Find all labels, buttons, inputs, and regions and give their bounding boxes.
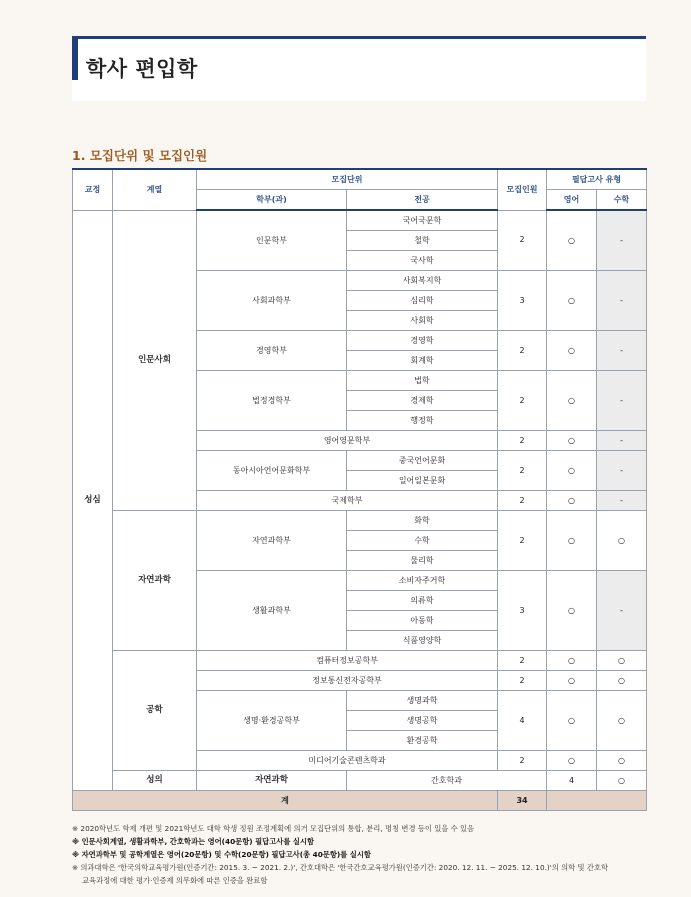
school-cell: 간호학과: [347, 771, 547, 791]
page-title-box: [72, 36, 646, 101]
math-mark: ○: [597, 651, 647, 671]
quota-cell: 2: [498, 371, 547, 431]
header-quota: 모집인원: [498, 169, 547, 210]
header-unit: 모집단위: [197, 169, 498, 190]
major-cell: 회계학: [347, 351, 498, 371]
school-cell: 법정경학부: [197, 371, 347, 431]
total-value: 34: [498, 791, 547, 811]
english-mark: ○: [547, 371, 597, 431]
campus-cell: 성의: [113, 771, 197, 791]
english-mark: ○: [547, 331, 597, 371]
major-cell: 소비자주거학: [347, 571, 498, 591]
school-cell: 정보통신전자공학부: [197, 671, 498, 691]
total-label: 계: [73, 791, 498, 811]
quota-cell: 2: [498, 671, 547, 691]
math-mark: ○: [597, 511, 647, 571]
quota-cell: 2: [498, 331, 547, 371]
major-cell: 경영학: [347, 331, 498, 351]
quota-cell: 2: [498, 431, 547, 451]
note-1: ※ 2020학년도 학제 개편 및 2021학년도 대학 학생 정원 조정계획에 의거 모집단위의 통합, 분리, 명칭 변경 등이 있을 수 있음: [72, 824, 475, 833]
table-row: [73, 511, 647, 531]
major-cell: 물리학: [347, 551, 498, 571]
math-mark: -: [597, 491, 647, 511]
english-mark: ○: [547, 491, 597, 511]
school-cell: 인문학부: [197, 210, 347, 271]
english-mark: ○: [547, 451, 597, 491]
header-major: 전공: [347, 190, 498, 211]
note-4-cont: 교육과정에 대한 평가·인증제 의무화에 따른 인증을 완료함: [82, 876, 268, 885]
title-accent-bar: [72, 36, 78, 80]
major-cell: 일어일본문화: [347, 471, 498, 491]
quota-cell: 3: [498, 271, 547, 331]
major-cell: 국어국문학: [347, 210, 498, 231]
quota-cell: 4: [547, 771, 597, 791]
group-cell: 자연과학: [113, 511, 197, 651]
math-mark: ○: [597, 671, 647, 691]
major-cell: 생명공학: [347, 711, 498, 731]
quota-cell: 2: [498, 751, 547, 771]
math-mark: -: [597, 571, 647, 651]
major-cell: 수학: [347, 531, 498, 551]
major-cell: 화학: [347, 511, 498, 531]
english-mark: ○: [597, 771, 647, 791]
total-empty: [547, 791, 647, 811]
group-cell: 인문사회: [113, 210, 197, 511]
total-row: [73, 791, 647, 811]
math-mark: -: [597, 371, 647, 431]
major-cell: 사회학: [347, 311, 498, 331]
major-cell: 환경공학: [347, 731, 498, 751]
major-cell: 생명과학: [347, 691, 498, 711]
school-cell: 미디어기술콘텐츠학과: [197, 751, 498, 771]
quota-cell: 2: [498, 491, 547, 511]
quota-cell: 2: [498, 451, 547, 491]
major-cell: 아동학: [347, 611, 498, 631]
header-english: 영어: [547, 190, 597, 211]
english-mark: ○: [547, 571, 597, 651]
school-cell: 동아시아언어문화학부: [197, 451, 347, 491]
major-cell: 중국언어문화: [347, 451, 498, 471]
footnotes: [72, 822, 672, 887]
major-cell: 법학: [347, 371, 498, 391]
english-mark: ○: [547, 651, 597, 671]
english-mark: ○: [547, 511, 597, 571]
math-mark: -: [597, 210, 647, 271]
table-row: [73, 651, 647, 671]
page-title: 학사 편입학: [86, 57, 198, 81]
major-cell: 철학: [347, 231, 498, 251]
school-cell: 국제학부: [197, 491, 498, 511]
english-mark: ○: [547, 751, 597, 771]
header-math: 수학: [597, 190, 647, 211]
school-cell: 영어영문학부: [197, 431, 498, 451]
major-cell: 심리학: [347, 291, 498, 311]
group-cell: 자연과학: [197, 771, 347, 791]
major-cell: 행정학: [347, 411, 498, 431]
section-title: 1. 모집단위 및 모집인원: [72, 148, 208, 163]
table-row: [73, 210, 647, 231]
english-mark: ○: [547, 691, 597, 751]
major-cell: 의류학: [347, 591, 498, 611]
math-mark: -: [597, 331, 647, 371]
school-cell: 경영학부: [197, 331, 347, 371]
table-row: [73, 771, 647, 791]
math-mark: -: [597, 451, 647, 491]
math-mark: -: [597, 431, 647, 451]
quota-cell: 2: [498, 511, 547, 571]
major-cell: 사회복지학: [347, 271, 498, 291]
quota-cell: 3: [498, 571, 547, 651]
admission-table: [72, 168, 647, 811]
math-mark: -: [597, 271, 647, 331]
english-mark: ○: [547, 431, 597, 451]
header-group: 계열: [113, 169, 197, 210]
math-mark: ○: [597, 751, 647, 771]
major-cell: 경제학: [347, 391, 498, 411]
english-mark: ○: [547, 210, 597, 271]
header-exam-type: 필답고사 유형: [547, 169, 647, 190]
major-cell: 식품영양학: [347, 631, 498, 651]
quota-cell: 2: [498, 210, 547, 271]
header-school: 학부(과): [197, 190, 347, 211]
math-mark: ○: [597, 691, 647, 751]
header-campus: 교정: [73, 169, 113, 210]
school-cell: 생명·환경공학부: [197, 691, 347, 751]
quota-cell: 4: [498, 691, 547, 751]
note-2: ※ 인문사회계열, 생활과학부, 간호학과는 영어(40문항) 필답고사를 실시함: [72, 837, 315, 846]
group-cell: 공학: [113, 651, 197, 771]
major-cell: 국사학: [347, 251, 498, 271]
quota-cell: 2: [498, 651, 547, 671]
note-3: ※ 자연과학부 및 공학계열은 영어(20문항) 및 수학(20문항) 필답고사(총 40문항)를 실시함: [72, 850, 371, 859]
school-cell: 사회과학부: [197, 271, 347, 331]
english-mark: ○: [547, 671, 597, 691]
note-4: ※ 의과대학은 '한국의학교육평가원(인증기간: 2015. 3. ~ 2021. 2.)', 간호대학은 '한국간호교육평가원(인증기간: 2020. 12. 11. ~ 2025. 12. 10.)'의 의학 및 간호학: [72, 863, 609, 872]
campus-cell: 성심: [73, 210, 113, 791]
school-cell: 자연과학부: [197, 511, 347, 571]
school-cell: 생활과학부: [197, 571, 347, 651]
english-mark: ○: [547, 271, 597, 331]
school-cell: 컴퓨터정보공학부: [197, 651, 498, 671]
